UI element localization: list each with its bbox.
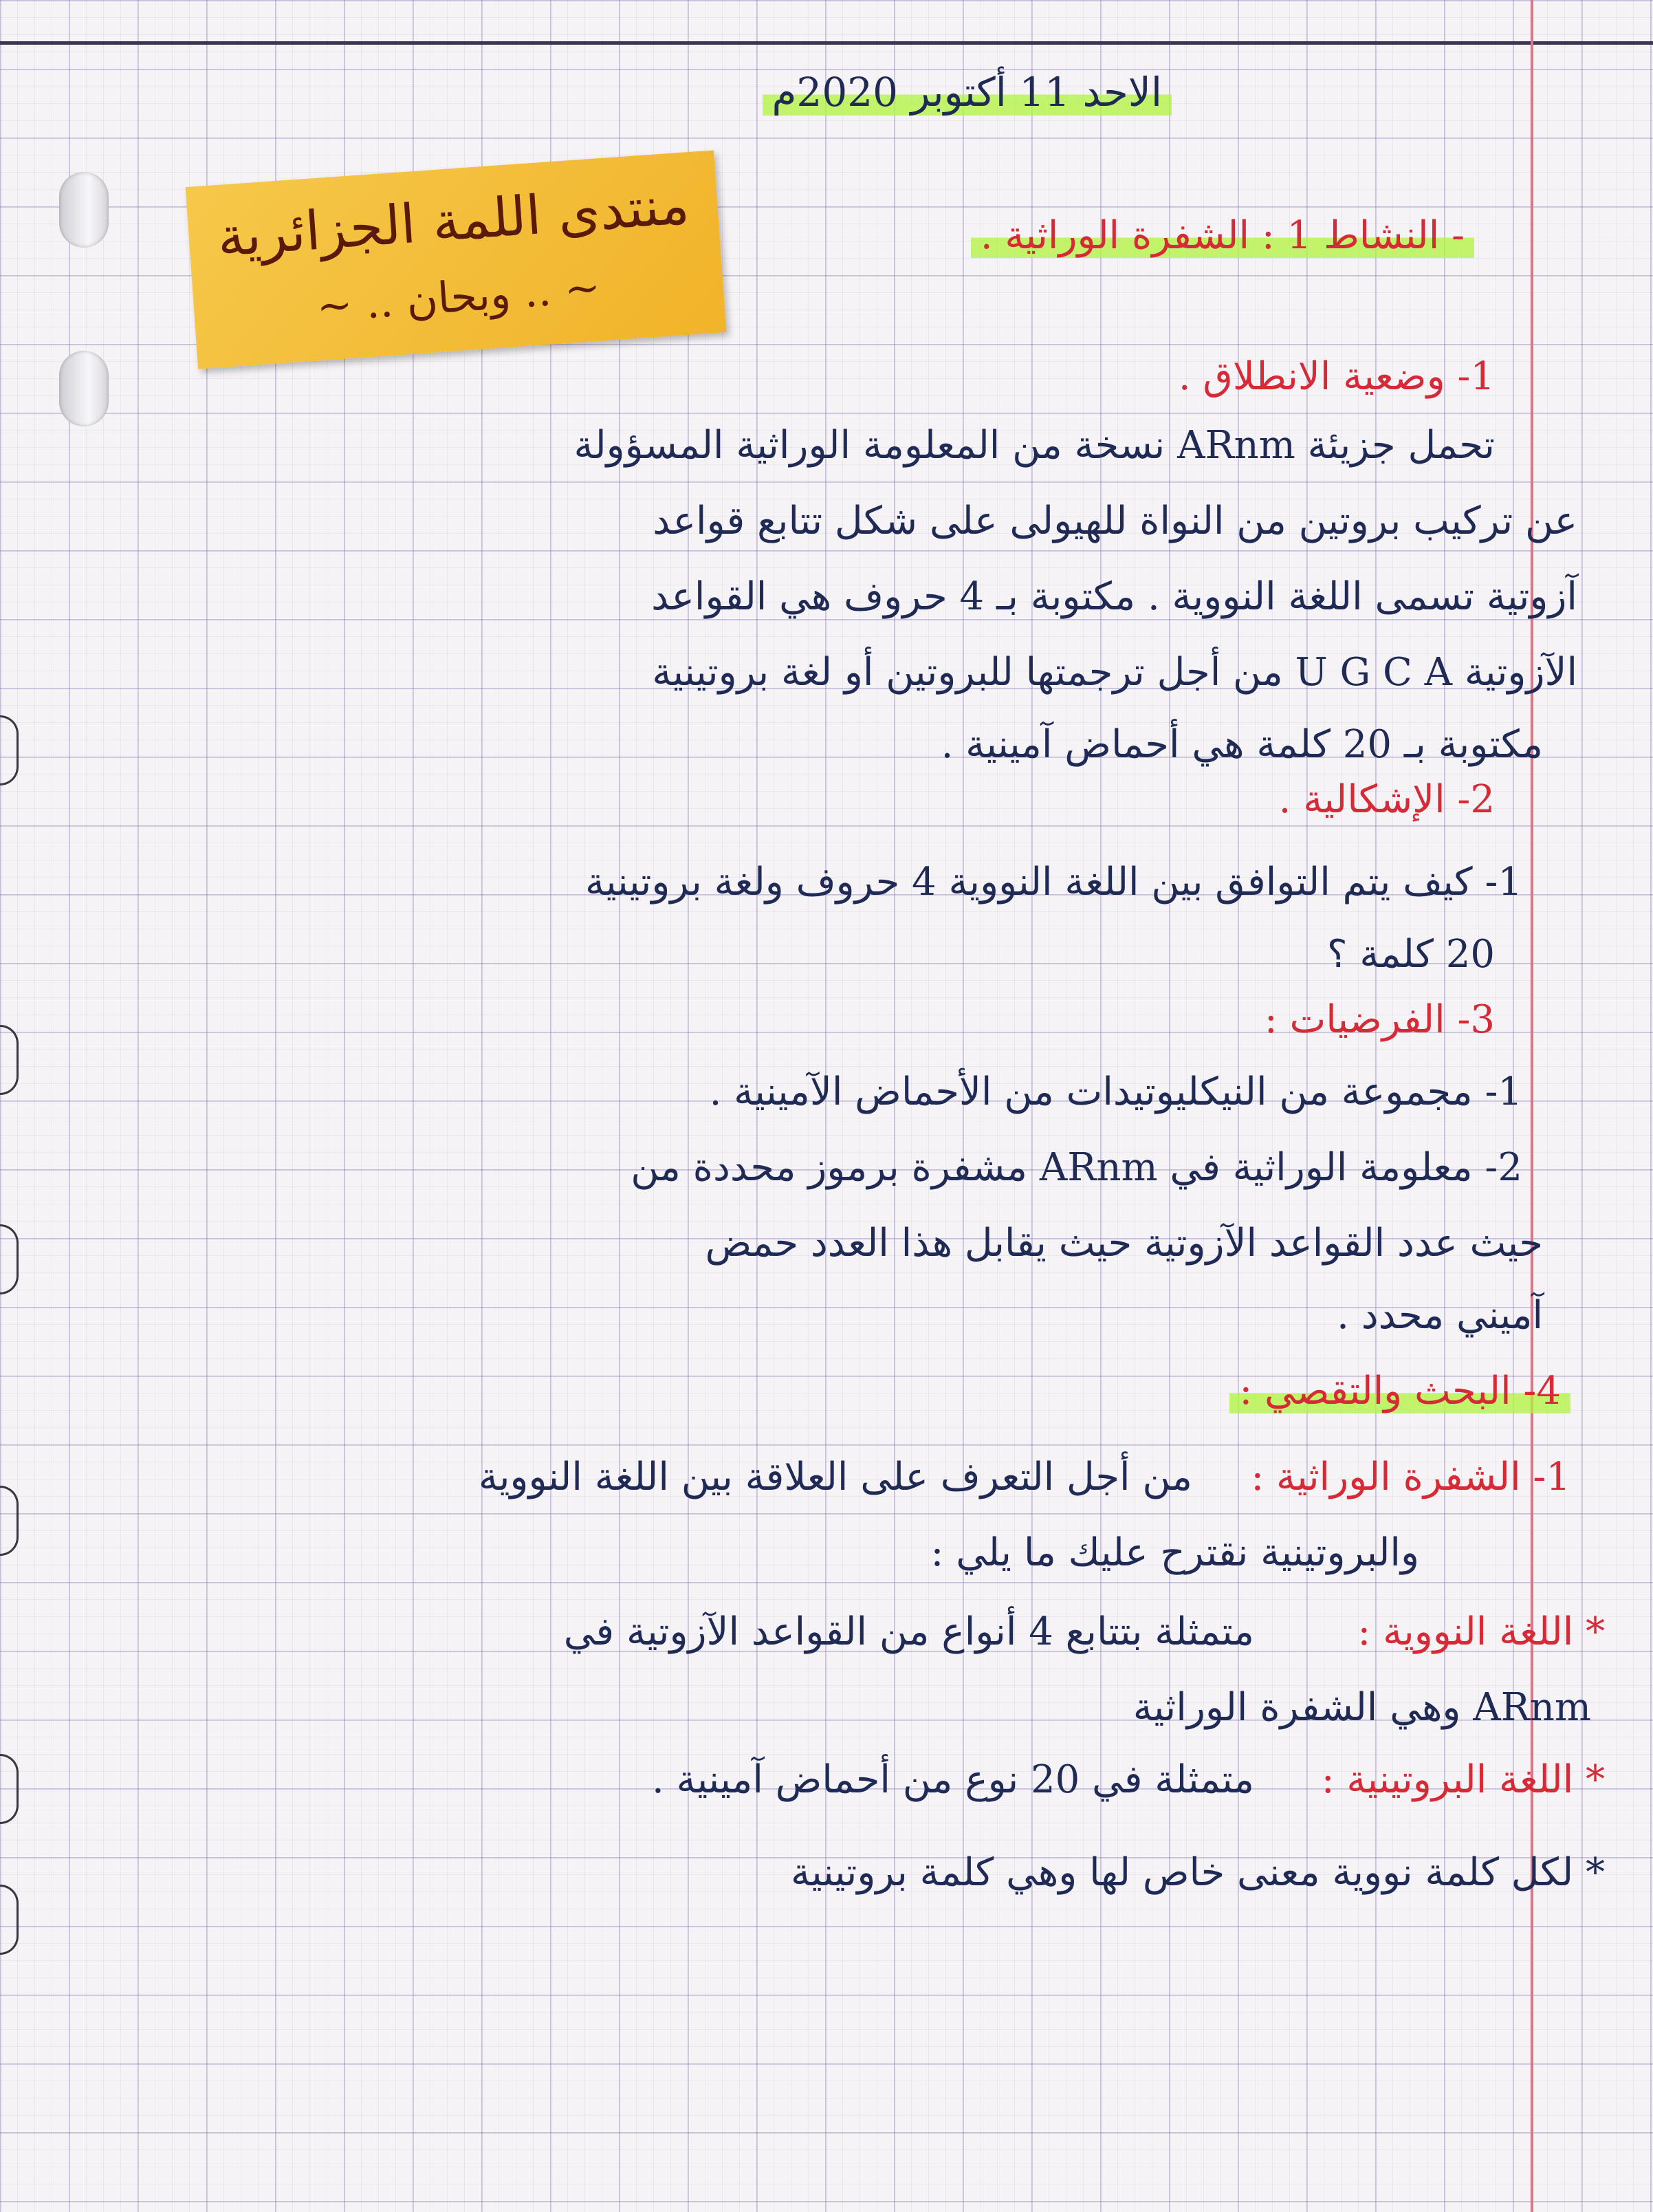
code-heading: 1- الشفرة الوراثية :	[1251, 1455, 1570, 1499]
problem-line: تحمل جزيئة ARnm نسخة من المعلومة الوراثية المسؤولة	[573, 423, 1495, 468]
hypothesis-line: 2- معلومة الوراثية في ARnm مشفرة برموز محددة من	[631, 1145, 1522, 1190]
binder-ring	[0, 1025, 19, 1095]
problem-line: عن تركيب بروتين من النواة للهيولى على شكل تتابع قواعد	[653, 499, 1577, 543]
problem-line: مكتوبة بـ 20 كلمة هي أحماض آمينية .	[941, 722, 1543, 767]
problem-line: الآزوتية U G C A من أجل ترجمتها للبروتين أو لغة بروتينية	[652, 650, 1577, 695]
question-line: 20 كلمة ؟	[1326, 932, 1495, 977]
hypotheses-heading: 3- الفرضيات :	[1264, 997, 1495, 1042]
protein-language-label: * اللغة البروتينية :	[1321, 1757, 1605, 1802]
binder-ring	[0, 1885, 19, 1955]
hypothesis-line: 1- مجموعة من النيكليوتيدات من الأحماض الآمينية .	[709, 1070, 1522, 1114]
binder-ring	[0, 1754, 19, 1824]
logo-name: منتدى اللمة الجزائرية	[215, 174, 692, 269]
binder-ring	[0, 1224, 19, 1294]
forum-logo-sticker	[186, 150, 727, 369]
nuclear-language-text: متمثلة بتتابع 4 أنواع من القواعد الآزوتية في	[563, 1609, 1254, 1654]
problem-line: آزوتية تسمى اللغة النووية . مكتوبة بـ 4 حروف هي القواعد	[651, 574, 1577, 619]
nuclear-language-label: * اللغة النووية :	[1357, 1609, 1605, 1654]
research-heading: 4- البحث والتقصي :	[1229, 1369, 1570, 1413]
date: الاحد 11 أكتوبر 2020م	[763, 69, 1172, 116]
binder-hole	[59, 172, 109, 248]
protein-language-text: متمثلة في 20 نوع من أحماض آمينية .	[652, 1757, 1254, 1802]
problem-heading: 1- وضعية الانطلاق .	[1178, 354, 1495, 399]
conclusion-line: * لكل كلمة نووية معنى خاص لها وهي كلمة بروتينية	[791, 1850, 1605, 1895]
question-heading: 2- الإشكالية .	[1278, 777, 1495, 822]
nuclear-language-text: ARnm وهي الشفرة الوراثية	[1132, 1685, 1591, 1730]
logo-tagline: ~ .. وبحان .. ~	[315, 261, 602, 332]
top-rule	[0, 41, 1653, 45]
code-line: من أجل التعرف على العلاقة بين اللغة النووية	[478, 1455, 1192, 1499]
hypothesis-line: حيث عدد القواعد الآزوتية حيث يقابل هذا العدد حمض	[705, 1221, 1543, 1266]
activity-title: - النشاط 1 : الشفرة الوراثية .	[971, 213, 1474, 258]
hypothesis-line: آميني محدد .	[1337, 1293, 1543, 1338]
binder-ring	[0, 715, 19, 785]
binder-ring	[0, 1486, 19, 1556]
code-line: والبروتينية نقترح عليك ما يلي :	[930, 1530, 1419, 1575]
binder-hole	[59, 351, 109, 426]
question-line: 1- كيف يتم التوافق بين اللغة النووية 4 حروف ولغة بروتينية	[585, 860, 1522, 904]
